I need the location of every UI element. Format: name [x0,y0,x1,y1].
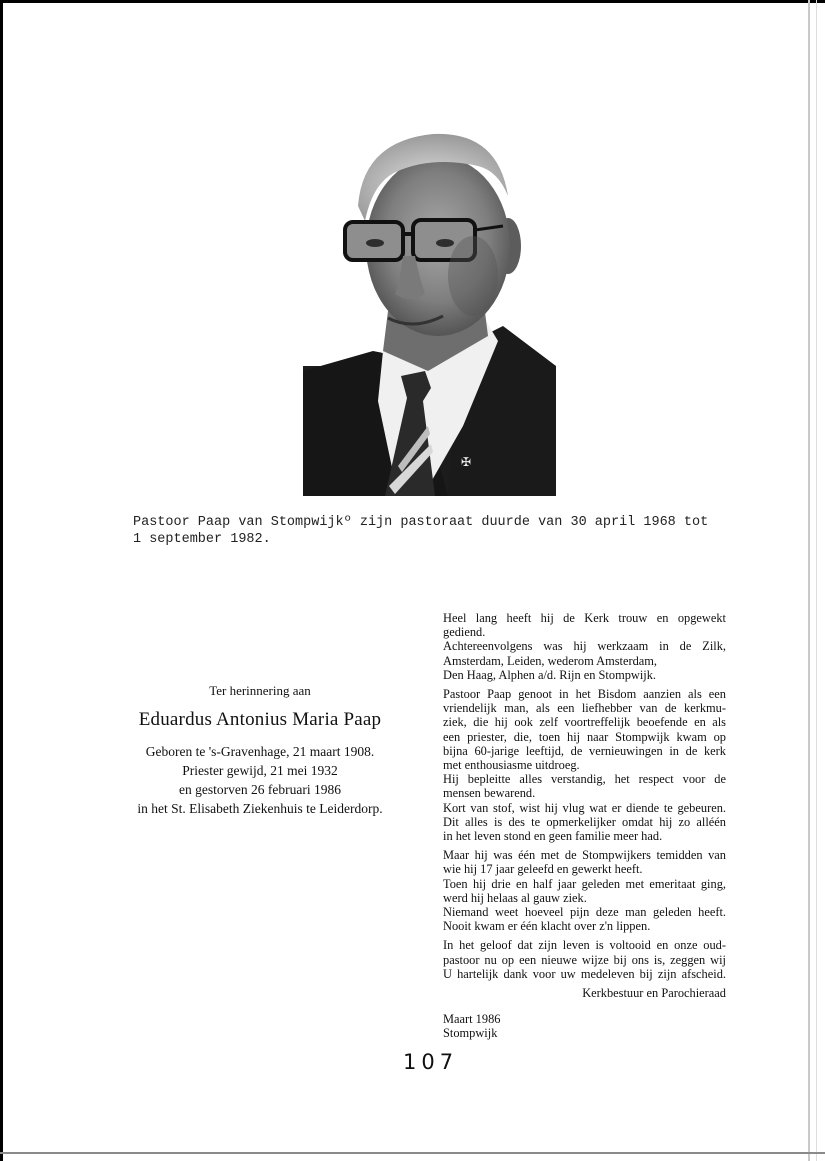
text-line: Maar hij was één met de Stompwijkers temidden van [443,848,726,863]
deceased-name: Eduardus Antonius Maria Paap [138,709,382,730]
text-line: Heel lang heeft hij de Kerk trouw en opgewekt [443,611,726,625]
page-number: 107 [403,1050,459,1074]
ordination-line: Priester gewijd, 21 mei 1932 [182,763,338,778]
scan-border-bottom [0,1152,825,1154]
text-line: Amsterdam, Leiden, wederom Amsterdam, [443,653,658,668]
text-line: U hartelijk dank voor uw medeleven bij zijn afscheid. [443,966,726,981]
tribute-paragraph-1 [443,611,726,682]
place-line: Stompwijk [443,1026,498,1041]
svg-text:✠: ✠ [461,455,472,469]
text-line: bijna 60-jarige leeftijd, de vernieuwingen in de kerk [443,743,726,758]
memorial-block [110,682,410,818]
signature-line: Kerkbestuur en Parochieraad [582,986,726,1001]
caption-line-1: Pastoor Paap van Stompwijkº zijn pastoraat duurde van 30 april 1968 tot [133,515,709,530]
death-place-line: in het St. Elisabeth Ziekenhuis te Leiderdorp. [137,801,383,816]
text-line: Dit alles is des te opmerkelijker omdat hij zo alléén [443,814,726,829]
text-line: Toen hij drie en half jaar geleden met emeritaat ging, [443,876,726,891]
tribute-text-column [443,611,726,1046]
text-line: Kort van stof, wist hij vlug wat er diende te gebeuren. [443,800,726,815]
scan-border-left [0,0,3,1161]
text-line: Pastoor Paap genoot in het Bisdom aanzien als een [443,687,726,702]
text-line: een priester, die, toen hij naar Stompwijk kwam op [443,729,726,744]
birth-line: Geboren te 's-Gravenhage, 21 maart 1908. [145,744,375,759]
scan-border-right [808,0,810,1161]
scan-border-right-inner [816,0,817,1161]
date-place-block [443,1012,726,1040]
date-line: Maart 1986 [443,1012,501,1027]
text-line: met enthousiasme uitdroeg. [443,758,580,773]
text-line: in het leven stond en geen familie meer had. [443,829,663,844]
text-line: Hij bepleitte alles verstandig, het respect voor de [443,772,726,787]
text-line: Achtereenvolgens was hij werkzaam in de Zilk, [443,639,726,654]
text-line: Den Haag, Alphen a/d. Rijn en Stompwijk. [443,667,657,682]
death-line: en gestorven 26 februari 1986 [179,782,341,797]
photo-caption [133,514,733,548]
text-line: vriendelijk man, als een liefhebber van de kerkmu- [443,701,726,716]
text-line: mensen bewarend. [443,786,536,801]
text-line: Niemand weet hoeveel pijn deze man geleden heeft. [443,905,726,920]
tribute-paragraph-3 [443,848,726,933]
text-line: gediend. [443,625,486,640]
text-line: In het geloof dat zijn leven is voltooid en onze oud- [443,938,726,953]
text-line: Nooit kwam er één klacht over z'n lippen. [443,919,651,934]
scan-border-top [0,0,825,3]
text-line: wie hij 17 jaar geleefd en gewerkt heeft. [443,862,643,877]
caption-line-2: 1 september 1982. [133,532,271,547]
portrait-photo [303,126,556,496]
text-line: pastoor nu op een nieuwe wijze bij ons is, zeggen wij [443,952,726,967]
tribute-paragraph-4 [443,938,726,981]
portrait-illustration [303,126,556,496]
text-line: ziek, die hij ook zelf voortreffelijk beoefende en als [443,715,726,730]
text-line: werd hij helaas al gauw ziek. [443,890,587,905]
memorial-intro: Ter herinnering aan [209,683,311,698]
tribute-paragraph-2 [443,687,726,843]
